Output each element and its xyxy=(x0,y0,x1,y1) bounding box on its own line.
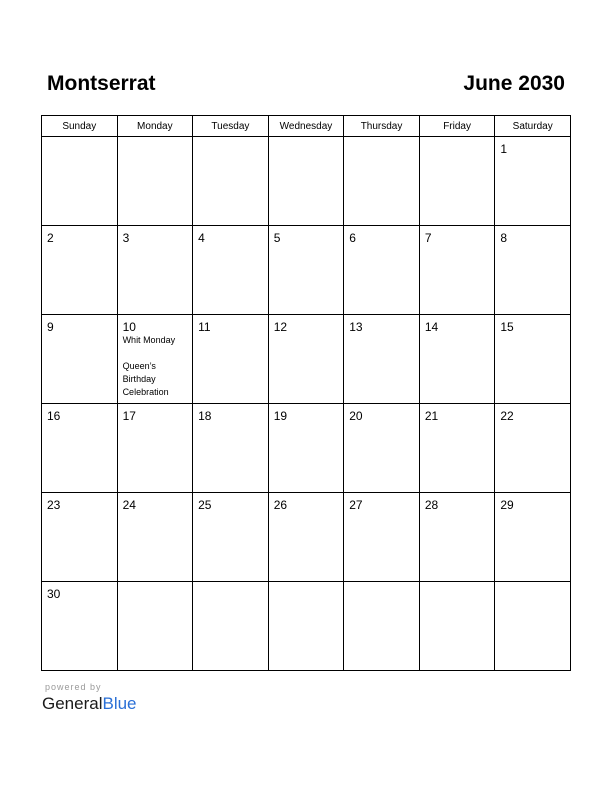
day-cell xyxy=(419,582,495,671)
day-cell xyxy=(344,404,420,493)
brand-general: General xyxy=(42,694,103,713)
week-row xyxy=(42,493,571,582)
weekday-header-row xyxy=(42,116,571,137)
day-cell xyxy=(419,315,495,404)
calendar-grid xyxy=(41,115,571,671)
day-number: 23 xyxy=(47,498,61,512)
week-row xyxy=(42,137,571,226)
day-number: 1 xyxy=(500,142,508,156)
day-cell xyxy=(117,315,193,404)
weekday-wednesday: Wednesday xyxy=(268,116,344,137)
day-cell xyxy=(268,582,344,671)
day-number: 12 xyxy=(273,320,288,334)
day-number: 18 xyxy=(198,409,212,423)
day-number: 21 xyxy=(424,409,439,423)
day-cell xyxy=(268,404,344,493)
day-number: 2 xyxy=(47,231,54,245)
day-number: 6 xyxy=(349,231,356,245)
day-cell xyxy=(344,493,420,582)
day-number: 19 xyxy=(273,409,288,423)
day-number: 3 xyxy=(122,231,130,245)
day-cell xyxy=(419,137,495,226)
day-cell xyxy=(42,226,118,315)
weekday-sunday: Sunday xyxy=(42,116,118,137)
day-cell xyxy=(268,226,344,315)
day-cell xyxy=(42,137,118,226)
day-number: 28 xyxy=(424,498,439,512)
day-cell xyxy=(268,493,344,582)
day-cell xyxy=(344,226,420,315)
day-cell xyxy=(419,493,495,582)
day-number: 8 xyxy=(500,231,508,245)
day-cell xyxy=(42,493,118,582)
month-title: June 2030 xyxy=(463,72,565,95)
day-cell xyxy=(268,137,344,226)
day-cell xyxy=(117,226,193,315)
day-number: 30 xyxy=(47,587,61,601)
day-cell xyxy=(117,137,193,226)
day-number: 11 xyxy=(198,320,211,334)
weekday-saturday: Saturday xyxy=(495,116,571,137)
day-cell xyxy=(268,315,344,404)
holiday-label: Whit Monday xyxy=(122,335,176,345)
day-cell xyxy=(42,315,118,404)
week-row xyxy=(42,226,571,315)
day-number: 5 xyxy=(273,231,281,245)
day-number: 15 xyxy=(500,320,514,334)
week-row xyxy=(42,315,571,404)
day-cell xyxy=(495,493,571,582)
day-cell xyxy=(117,493,193,582)
day-cell xyxy=(193,493,269,582)
day-cell xyxy=(344,315,420,404)
day-number: 24 xyxy=(122,498,136,512)
day-cell xyxy=(495,404,571,493)
calendar-body xyxy=(42,137,571,671)
day-number: 27 xyxy=(349,498,363,512)
day-number: 7 xyxy=(424,231,432,245)
day-cell xyxy=(495,315,571,404)
day-number: 4 xyxy=(198,231,205,245)
day-cell xyxy=(344,582,420,671)
brand-blue: Blue xyxy=(102,694,137,713)
day-cell xyxy=(495,582,571,671)
day-cell xyxy=(495,226,571,315)
day-cell xyxy=(193,226,269,315)
day-number: 10 xyxy=(122,320,136,334)
day-number: 25 xyxy=(198,498,212,512)
day-cell xyxy=(193,582,269,671)
powered-by-text: powered by xyxy=(45,682,102,692)
day-number: 22 xyxy=(500,409,514,423)
week-row xyxy=(42,582,571,671)
day-cell xyxy=(42,404,118,493)
day-cell xyxy=(419,226,495,315)
weekday-tuesday: Tuesday xyxy=(193,116,269,137)
holiday-label: Queen’s Birthday Celebration xyxy=(122,361,169,397)
day-number: 29 xyxy=(500,498,514,512)
weekday-thursday: Thursday xyxy=(344,116,420,137)
brand-logo xyxy=(42,693,137,715)
week-row xyxy=(42,404,571,493)
country-title: Montserrat xyxy=(47,72,156,95)
day-number: 9 xyxy=(47,320,54,334)
weekday-monday: Monday xyxy=(117,116,193,137)
day-cell xyxy=(495,137,571,226)
day-cell xyxy=(117,582,193,671)
day-number: 26 xyxy=(273,498,288,512)
day-cell xyxy=(193,137,269,226)
day-cell xyxy=(117,404,193,493)
weekday-friday: Friday xyxy=(419,116,495,137)
day-number: 14 xyxy=(424,320,439,334)
day-cell xyxy=(193,315,269,404)
day-cell xyxy=(42,582,118,671)
day-number: 16 xyxy=(47,409,61,423)
day-cell xyxy=(193,404,269,493)
day-cell xyxy=(419,404,495,493)
day-number: 13 xyxy=(349,320,363,334)
day-number: 17 xyxy=(122,409,136,423)
day-number: 20 xyxy=(349,409,363,423)
day-cell xyxy=(344,137,420,226)
